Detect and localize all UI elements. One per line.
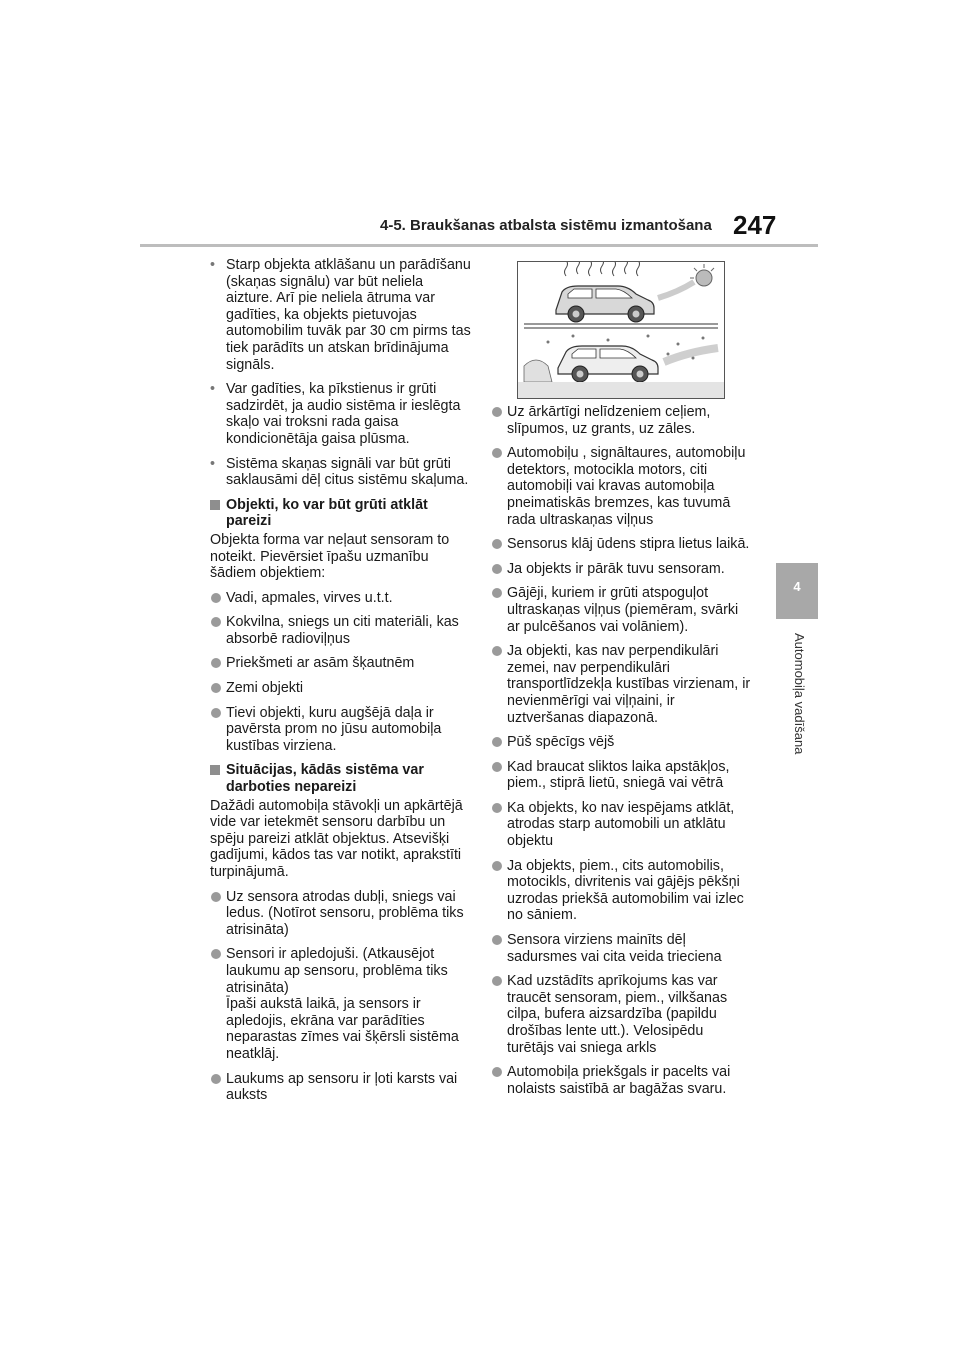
bullet-icon [492, 407, 502, 417]
list-item: Uz ārkārtīgi nelīdzeniem ceļiem, slīpumos, uz grants, uz zāles. [491, 404, 753, 437]
chapter-tab [776, 563, 818, 619]
square-bullet-icon [210, 500, 220, 510]
bullet-icon [492, 564, 502, 574]
page-number: 247 [733, 210, 777, 240]
list-item: Ka objekts, ko nav iespējams atklāt, atrodas starp automobili un atklātu objektu [491, 800, 753, 850]
list-item: Kokvilna, sniegs un citi materiāli, kas absorbē radioviļņus [210, 614, 472, 647]
header-divider [140, 244, 818, 247]
bullet-icon [211, 1074, 221, 1084]
bullet-icon [211, 593, 221, 603]
dash-item: • Sistēma skaņas signāli var būt grūti saklausāmi dēļ citus sistēmu skaļuma. [210, 455, 469, 489]
list-item: Uz sensora atrodas dubļi, sniegs vai ledus. (Notīrot sensoru, problēma tiks atrisināta) [210, 889, 472, 939]
bullet-icon [492, 803, 502, 813]
bullet-icon [211, 708, 221, 718]
paragraph: Objekta forma var neļaut sensoram to noteikt. Pievērsiet īpašu uzmanību šādiem objektiem: [210, 531, 450, 582]
list-item: Priekšmeti ar asām šķautnēm [210, 655, 472, 672]
list-item: Ja objekts ir pārāk tuvu sensoram. [491, 561, 753, 578]
chapter-label: Automobiļa vadīšana [792, 633, 807, 755]
list-item: Tievi objekti, kuru augšējā daļa ir pavērsta prom no jūsu automobiļa kustības virziena. [210, 705, 472, 755]
sensor-conditions-illustration [517, 261, 725, 399]
dash-item: • Starp objekta atklāšanu un parādīšanu (skaņas signālu) var būt neliela aizture. Arī pie neliela ātruma var gadīties, ka objekts pietuvojas automobilim tuvāk par 30 cm pirms tas tiek parādīts un atskan brīdinājuma signāls. [210, 257, 471, 373]
car-icon [556, 286, 654, 322]
bullet-icon [211, 949, 221, 959]
bullet-icon [492, 448, 502, 458]
bullet-icon [492, 762, 502, 772]
chapter-number: 4 [793, 579, 801, 594]
paragraph: Dažādi automobiļa stāvokļi un apkārtējā vide var ietekmēt sensoru darbību un spēju pareizi atklāt objektus. Atsevišķi gadījumi, kādos tas var notikt, aprakstīti turpinājumā. [210, 797, 463, 880]
spray-icon [664, 348, 718, 362]
list-item: Sensora virziens mainīts dēļ sadursmes vai cita veida trieciena [491, 932, 753, 965]
subsection-heading: Situācijas, kādās sistēma var darboties nepareizi [210, 762, 472, 795]
left-column [210, 257, 472, 1112]
bullet-icon [492, 1067, 502, 1077]
sun-icon [658, 264, 714, 298]
bullet-icon [492, 737, 502, 747]
list-item: Ja objekts, piem., cits automobilis, motocikls, divritenis vai gājējs pēkšņi uzrodas priekšā automobilim vai izlec no sāniem. [491, 858, 753, 924]
heat-wave-icon [565, 262, 640, 276]
list-item: Sensorus klāj ūdens stipra lietus laikā. [491, 536, 753, 553]
bullet-icon [492, 935, 502, 945]
list-item: Vadi, apmales, virves u.t.t. [210, 590, 472, 607]
right-column [491, 404, 753, 1105]
list-item: Automobiļu , signāltaures, automobiļu detektors, motocikla motors, citi automobiļi vai kravas automobiļa pneimatiskās bremzes, kas tuvumā rada ultraskaņas viļņus [491, 445, 753, 528]
bullet-icon [211, 658, 221, 668]
bullet-icon [211, 683, 221, 693]
list-item: Kad braucat sliktos laika apstākļos, piem., stiprā lietū, sniegā vai vētrā [491, 759, 753, 792]
bullet-icon [492, 861, 502, 871]
bullet-icon [492, 646, 502, 656]
square-bullet-icon [210, 765, 220, 775]
snow-bank-icon [524, 360, 552, 382]
dash-item: • Var gadīties, ka pīkstienus ir grūti sadzirdēt, ja audio sistēma ir ieslēgta skaļo vai troksni rada gaisa kondicionētāja gaisa plūsma. [210, 381, 461, 447]
list-item: Ja objekti, kas nav perpendikulāri zemei, nav perpendikulāri transportlīdzekļa kustības virzienam, ir nevienmērīgi vai viļņaini, ir uztveršanas diapazonā. [491, 643, 753, 726]
list-item: Gājēji, kuriem ir grūti atspoguļot ultraskaņas viļņus (piemēram, svārki ar pulcēšanos vai volāniem). [491, 585, 753, 635]
bullet-icon [211, 892, 221, 902]
bullet-icon [492, 976, 502, 986]
snowy-car-icon [558, 346, 658, 382]
bullet-icon [492, 588, 502, 598]
section-title: 4-5. Braukšanas atbalsta sistēmu izmantošana [380, 217, 712, 234]
list-item: Pūš spēcīgs vējš [491, 734, 753, 751]
illustration-svg [518, 262, 724, 398]
list-item: Kad uzstādīts aprīkojums kas var traucēt sensoram, piem., vilkšanas cilpa, bufera aizsardzība (papildu drošības lente utt.). Velosipēdu turētājs vai sniega arkls [491, 973, 753, 1056]
bullet-icon [492, 539, 502, 549]
list-item: Zemi objekti [210, 680, 472, 697]
subsection-heading: Objekti, ko var būt grūti atklāt pareizi [210, 497, 472, 530]
list-item: Sensori ir apledojuši. (Atkausējot laukumu ap sensoru, problēma tiks atrisināta) Īpaši aukstā laikā, ja sensors ir apledojis, ekrāna var parādīties neparastas zīmes vai šķērsli sistēma neatklāj. [210, 946, 472, 1062]
list-item: Laukums ap sensoru ir ļoti karsts vai auksts [210, 1071, 472, 1104]
list-item: Automobiļa priekšgals ir pacelts vai nolaists saistībā ar bagāžas svaru. [491, 1064, 753, 1097]
bullet-icon [211, 617, 221, 627]
road-surface [518, 382, 724, 398]
